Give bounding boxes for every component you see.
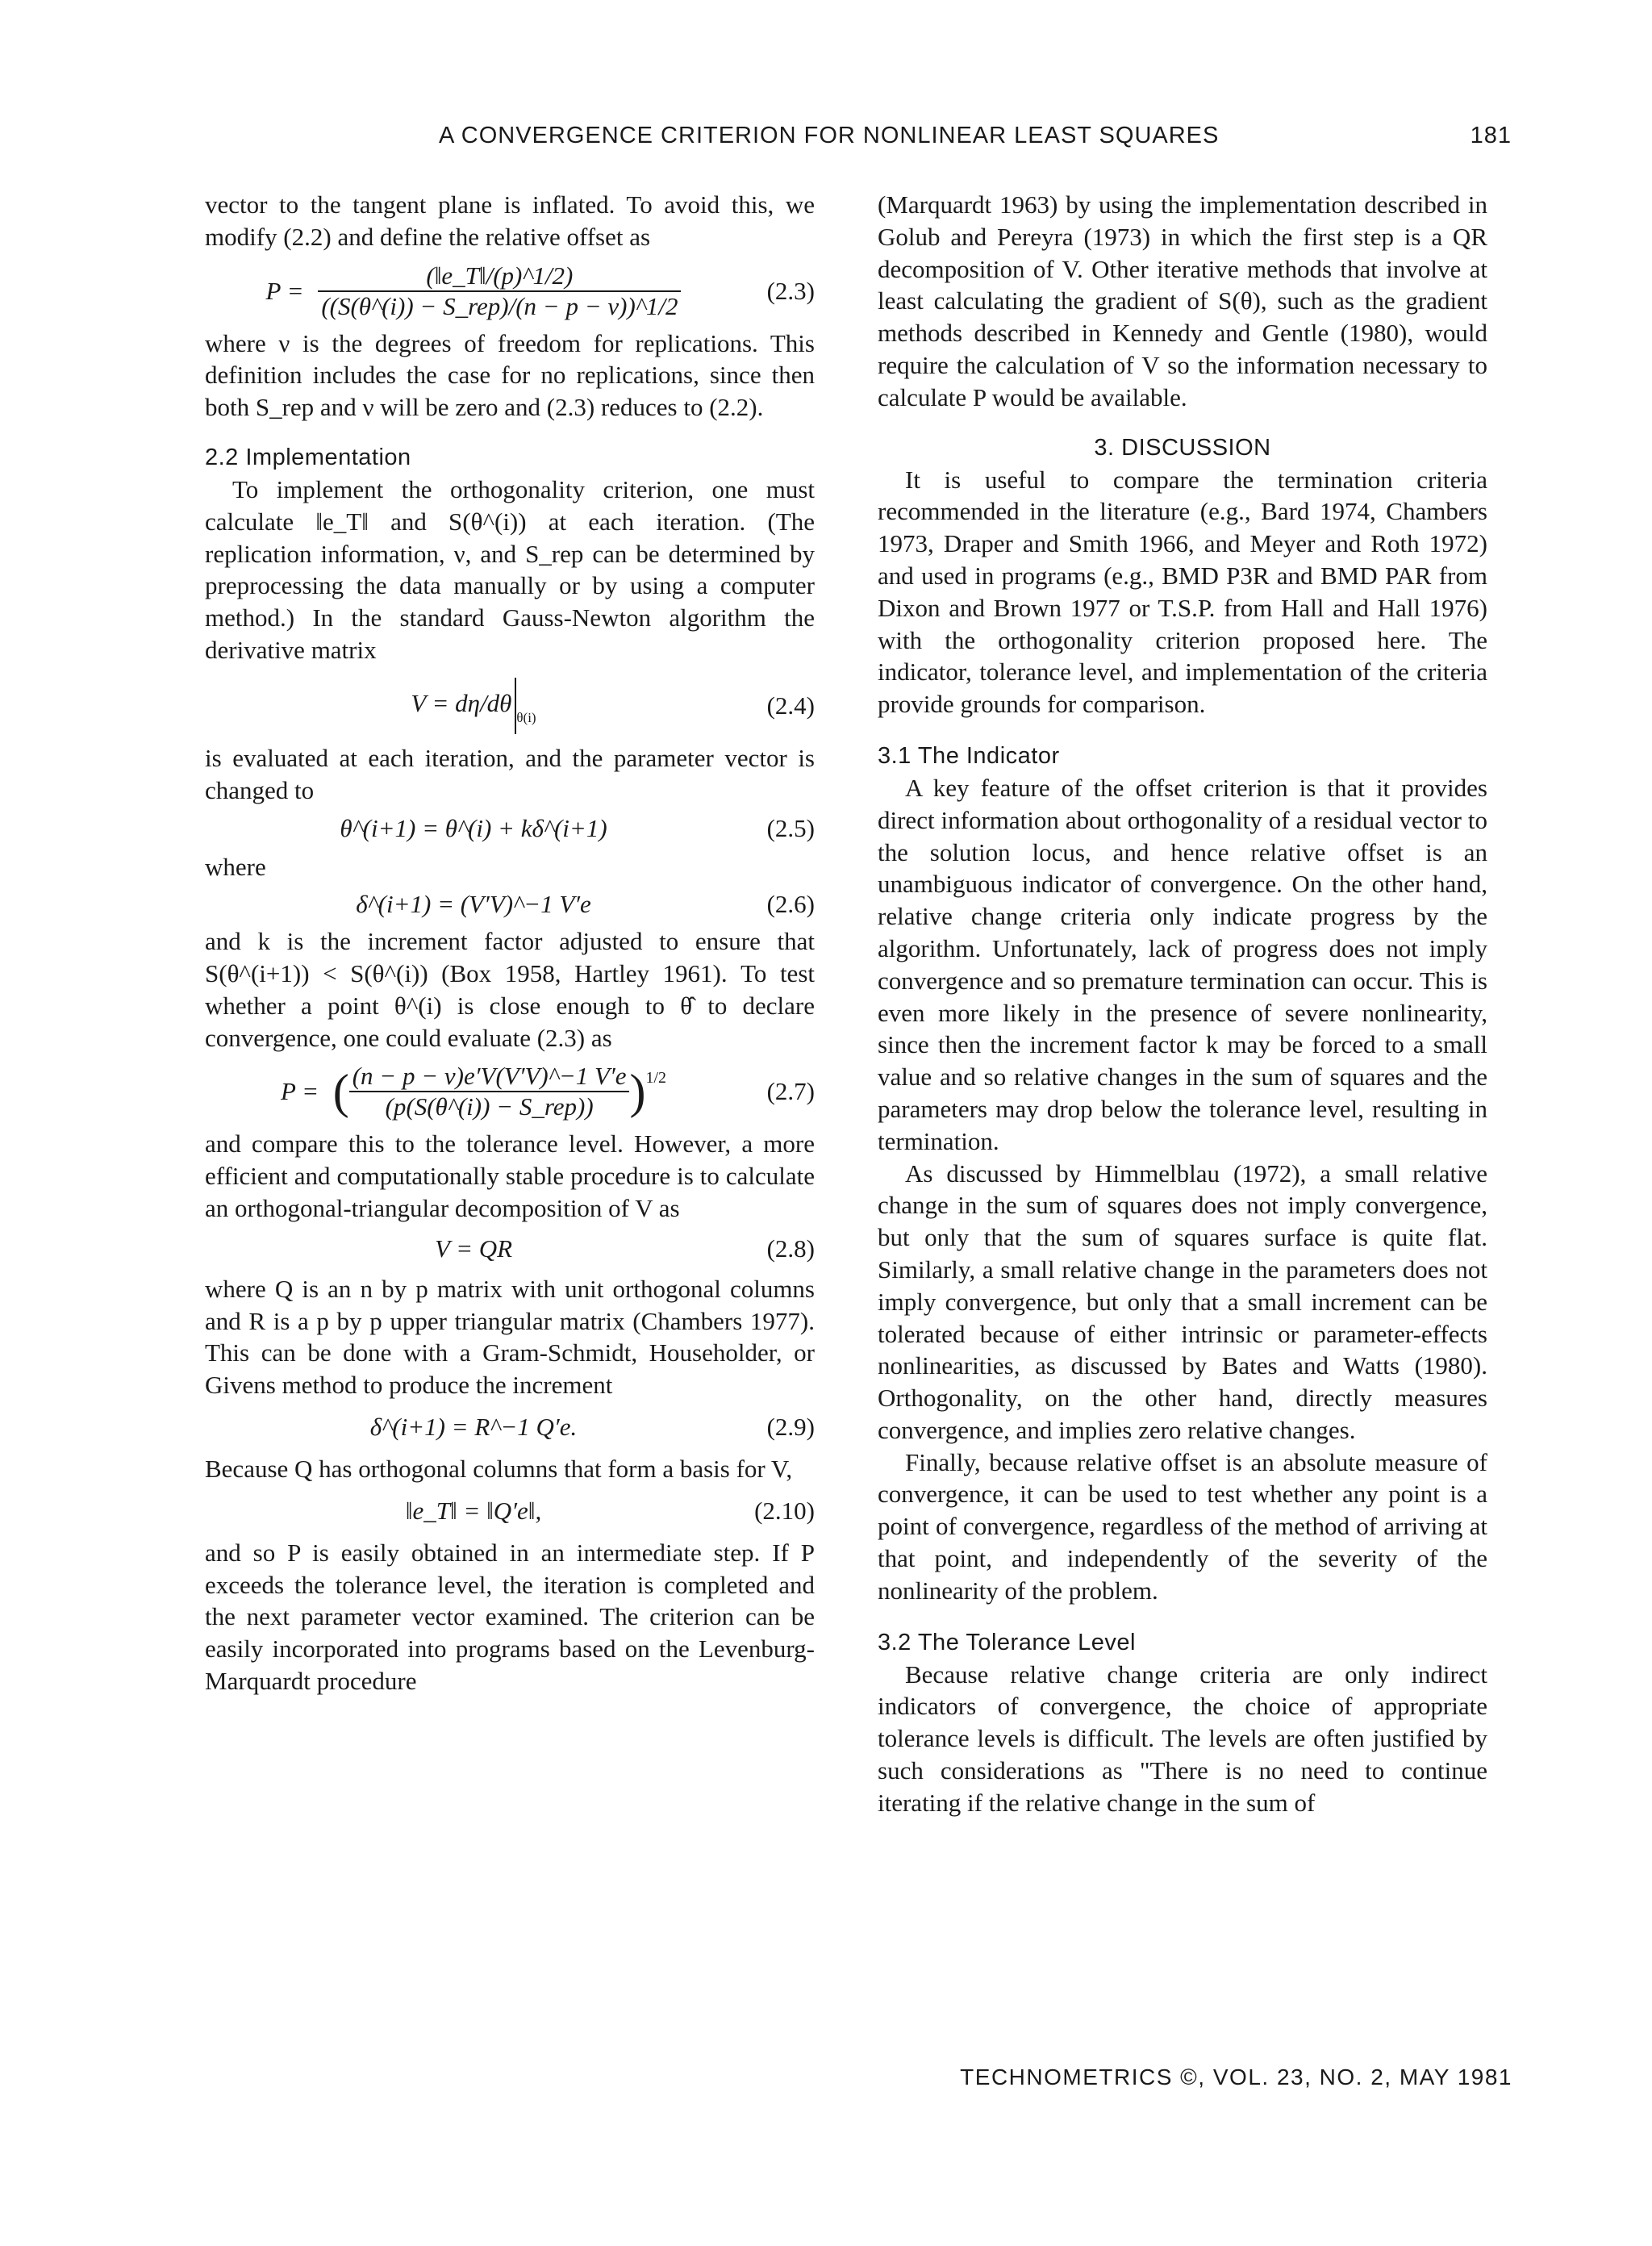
numerator: (‖e_T‖/(p)^1/2) [318, 261, 681, 292]
equation-lhs: P = [280, 1077, 319, 1106]
paragraph: and compare this to the tolerance level. However, a more efficient and computationally stable procedure is to calculate an orthogonal-triangular decomposition of V as [205, 1129, 815, 1222]
equation-2-7 [205, 1062, 815, 1121]
equation-lhs: P = [265, 276, 304, 305]
equation-body: V = QR [434, 1234, 513, 1263]
paragraph: Because relative change criteria are only indirect indicators of convergence, the choice of appropriate tolerance levels is difficult. The levels are often justified by such considerations as "There is no need to continue iterating if the relative change in the sum of [878, 1659, 1487, 1817]
paragraph: (Marquardt 1963) by using the implementation described in Golub and Pereyra (1973) in which the first step is a QR decomposition of V. Other iterative methods that involve at least calculating the gradient of S(θ), such as the gradient methods described in Kennedy and Gentle (1980), would require the calculation of V so the information necessary to calculate P would be available. [878, 190, 1487, 411]
numerator: (n − p − ν)e′V(V′V)^−1 V′e [349, 1062, 630, 1092]
paragraph: To implement the orthogonality criterion, one must calculate ‖e_T‖ and S(θ^(i)) at each iteration. (The replication information, ν, and S_rep can be determined by preprocessing the data manually or by using a computer method.) In the standard Gauss-Newton algorithm the derivative matrix [205, 474, 815, 664]
evaluation-subscript: θ(i) [516, 709, 536, 725]
equation-2-10 [205, 1495, 815, 1527]
paragraph: vector to the tangent plane is inflated. To avoid this, we modify (2.2) and define the relative offset as [205, 190, 815, 251]
equation-body: θ^(i+1) = θ^(i) + kδ^(i+1) [340, 814, 607, 843]
fraction [318, 261, 681, 321]
paragraph: where Q is an n by p matrix with unit orthogonal columns and R is a p by p upper triangular matrix (Chambers 1977). This can be done with a Gram-Schmidt, Householder, or Givens method to produce the increment [205, 1274, 815, 1400]
paragraph: where [205, 853, 266, 882]
section-heading: 3.1 The Indicator [878, 742, 1060, 769]
paragraph: A key feature of the offset criterion is that it provides direct information about orthogonality of a residual vector to the solution locus, and hence relative offset is an unambiguous indicator of convergence. On the other hand, relative change criteria only indicate progress by the algorithm. Unfortunately, lack of progress does not imply convergence and so premature termination can occur. This is even more likely in the presence of severe nonlinearity, since then the increment factor k may be forced to a small value and so relative changes in the sum of squares and the parameters may drop below the tolerance level, resulting in termination. [878, 773, 1487, 1155]
page-number: 181 [1470, 123, 1512, 148]
paragraph: where ν is the degrees of freedom for replications. This definition includes the case for no replications, since then both S_rep and ν will be zero and (2.3) reduces to (2.2). [205, 328, 815, 422]
equation-2-5 [205, 812, 815, 845]
exponent: 1/2 [645, 1069, 667, 1088]
paragraph: is evaluated at each iteration, and the parameter vector is changed to [205, 743, 815, 804]
running-header [439, 123, 1512, 149]
equation-body: ‖e_T‖ = ‖Q′e‖, [405, 1496, 542, 1525]
paragraph: As discussed by Himmelblau (1972), a small relative change in the sum of squares does not imply convergence, but only that the sum of squares surface is quite flat. Similarly, a small relative change in the parameters does not imply convergence, but only that a small increment can be tolerated because of either intrinsic or parameter-effects nonlinearities, as discussed by Bates and Watts (1980). Orthogonality, on the other hand, directly measures convergence, and implies zero relative changes. [878, 1158, 1487, 1444]
paragraph: It is useful to compare the termination criteria recommended in the literature (e.g., Bard 1974, Chambers 1973, Draper and Smith 1966, and Meyer and Roth 1972) and used in programs (e.g., BMD P3R and BMD PAR from Dixon and Brown 1977 or T.S.P. from Hall and Hall 1976) with the orthogonality criterion proposed here. The indicator, tolerance level, and implementation of the criteria provide grounds for comparison. [878, 465, 1487, 719]
denominator: ((S(θ^(i)) − S_rep)/(n − p − ν))^1/2 [321, 291, 678, 320]
equation-number: (2.10) [754, 1496, 815, 1525]
equation-body: V = dη/dθ [411, 688, 512, 717]
evaluation-bar [515, 678, 516, 734]
paragraph: and k is the increment factor adjusted to ensure that S(θ^(i+1)) < S(θ^(i)) (Box 1958, Hartley 1961). To test whether a point θ^(i) is close enough to θ̂ to declare convergence, one could evaluate (2.3) as [205, 927, 815, 1052]
left-column [205, 189, 815, 1697]
section-heading: 3.2 The Tolerance Level [878, 1629, 1136, 1655]
paragraph: Finally, because relative offset is an absolute measure of convergence, it can be used to test whether any point is a point of convergence, regardless of the method of arriving at that point, and independently of the severity of the nonlinearity of the problem. [878, 1447, 1487, 1605]
equation-body: δ^(i+1) = R^−1 Q′e. [369, 1412, 578, 1441]
fraction [349, 1062, 630, 1121]
equation-number: (2.8) [766, 1234, 815, 1263]
equation-number: (2.5) [766, 814, 815, 843]
equation-2-4 [205, 678, 815, 734]
paragraph: and so P is easily obtained in an intermediate step. If P exceeds the tolerance level, the iteration is completed and the next parameter vector examined. The criterion can be easily incorporated into programs based on the Levenburg-Marquardt procedure [205, 1538, 815, 1695]
equation-number: (2.6) [766, 890, 815, 919]
section-heading: 2.2 Implementation [205, 444, 411, 470]
denominator: (p(S(θ^(i)) − S_rep)) [385, 1092, 594, 1121]
right-column [878, 189, 1487, 1819]
paragraph: Because Q has orthogonal columns that form a basis for V, [205, 1454, 793, 1483]
equation-2-8 [205, 1233, 815, 1265]
equation-2-6 [205, 888, 815, 921]
equation-number: (2.7) [766, 1077, 815, 1106]
equation-number: (2.9) [766, 1412, 815, 1441]
equation-body: δ^(i+1) = (V′V)^−1 V′e [356, 890, 591, 919]
right-paren: ) [629, 1065, 646, 1119]
equation-2-3 [205, 261, 815, 321]
equation-number: (2.3) [766, 276, 815, 305]
section-heading: 3. DISCUSSION [1094, 434, 1271, 461]
running-title: A CONVERGENCE CRITERION FOR NONLINEAR LEAST SQUARES [439, 123, 1220, 148]
equation-number: (2.4) [766, 691, 815, 720]
journal-footer: TECHNOMETRICS ©, VOL. 23, NO. 2, MAY 1981 [960, 2064, 1512, 2089]
left-paren: ( [332, 1065, 349, 1119]
equation-2-9 [205, 1411, 815, 1443]
